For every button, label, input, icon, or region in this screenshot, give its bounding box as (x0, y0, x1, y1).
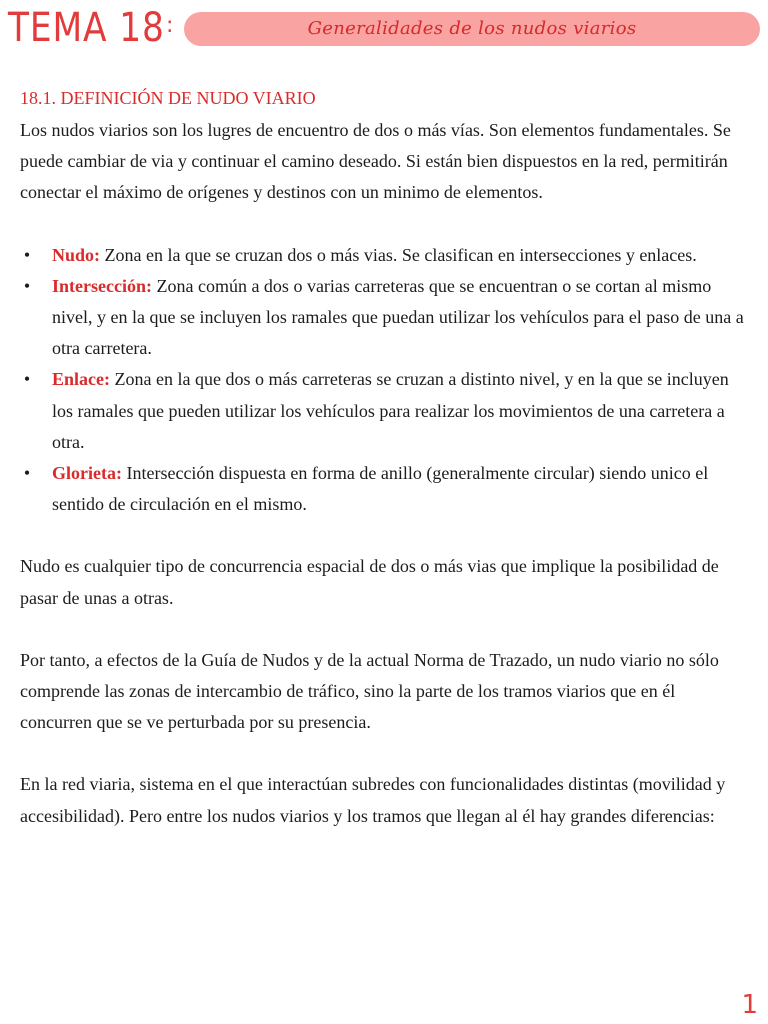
topic-title: TEMA 18 (8, 5, 165, 51)
definition-item-nudo (20, 240, 748, 271)
definition-term: Intersección: (52, 275, 152, 296)
definition-text: Zona en la que se cruzan dos o más vias. Se clasifican en intersecciones y enlaces. (100, 244, 697, 265)
bullet-icon: • (23, 463, 31, 484)
spacer (20, 520, 748, 551)
definition-term: Nudo: (52, 244, 101, 265)
definition-term: Enlace: (52, 369, 110, 390)
definition-term: Glorieta: (52, 463, 122, 484)
bullet-icon: • (23, 275, 31, 296)
spacer (20, 209, 748, 240)
definition-text: Intersección dispuesta en forma de anillo (generalmente circular) siendo unico el sentido de circulación en el mismo. (52, 463, 709, 515)
intro-paragraph: Los nudos viarios son los lugres de encuentro de dos o más vías. Son elementos fundamentales. Se puede cambiar de via y continuar el camino deseado. Si están bien dispuestos en la red, permitirán conectar el máximo de orígenes y destinos con un minimo de elementos. (20, 120, 731, 203)
page-number: 1 (741, 990, 758, 1020)
document-body (20, 84, 748, 832)
topic-title-colon: : (166, 13, 174, 38)
definition-text: Zona común a dos o varias carreteras que se encuentran o se cortan al mismo nivel, y en la que se incluyen los ramales que puedan utilizar los vehículos para el paso de una a otra carretera. (52, 275, 744, 359)
spacer (20, 738, 748, 769)
topic-subtitle: Generalidades de los nudos viarios (307, 18, 637, 39)
definition-item-glorieta (20, 458, 748, 520)
definition-text: Zona en la que dos o más carreteras se cruzan a distinto nivel, y en la que se incluyen los ramales que pueden utilizar los vehículos para realizar los movimientos de una carretera a otra. (52, 369, 729, 452)
page-header (0, 0, 768, 64)
definition-item-enlace (20, 364, 748, 458)
paragraph-nudo-definition: Nudo es cualquier tipo de concurrencia espacial de dos o más vias que implique la posibilidad de pasar de unas a otras. (20, 556, 719, 608)
definitions-list (20, 240, 748, 521)
bullet-icon: • (23, 369, 31, 390)
paragraph-red-viaria: En la red viaria, sistema en el que interactúan subredes con funcionalidades distintas (movilidad y accesibilidad). Pero entre los nudos viarios y los tramos que llegan al él hay grandes diferencias: (20, 774, 726, 826)
spacer (20, 614, 748, 645)
definition-item-interseccion (20, 271, 748, 365)
bullet-icon: • (23, 244, 31, 265)
topic-subtitle-banner (184, 12, 760, 46)
section-heading: 18.1. DEFINICIÓN DE NUDO VIARIO (20, 88, 316, 108)
paragraph-guia-de-nudos: Por tanto, a efectos de la Guía de Nudos y de la actual Norma de Trazado, un nudo viario no sólo comprende las zonas de intercambio de tráfico, sino la parte de los tramos viarios que en él concurren que se ve perturbada por su presencia. (20, 649, 719, 733)
